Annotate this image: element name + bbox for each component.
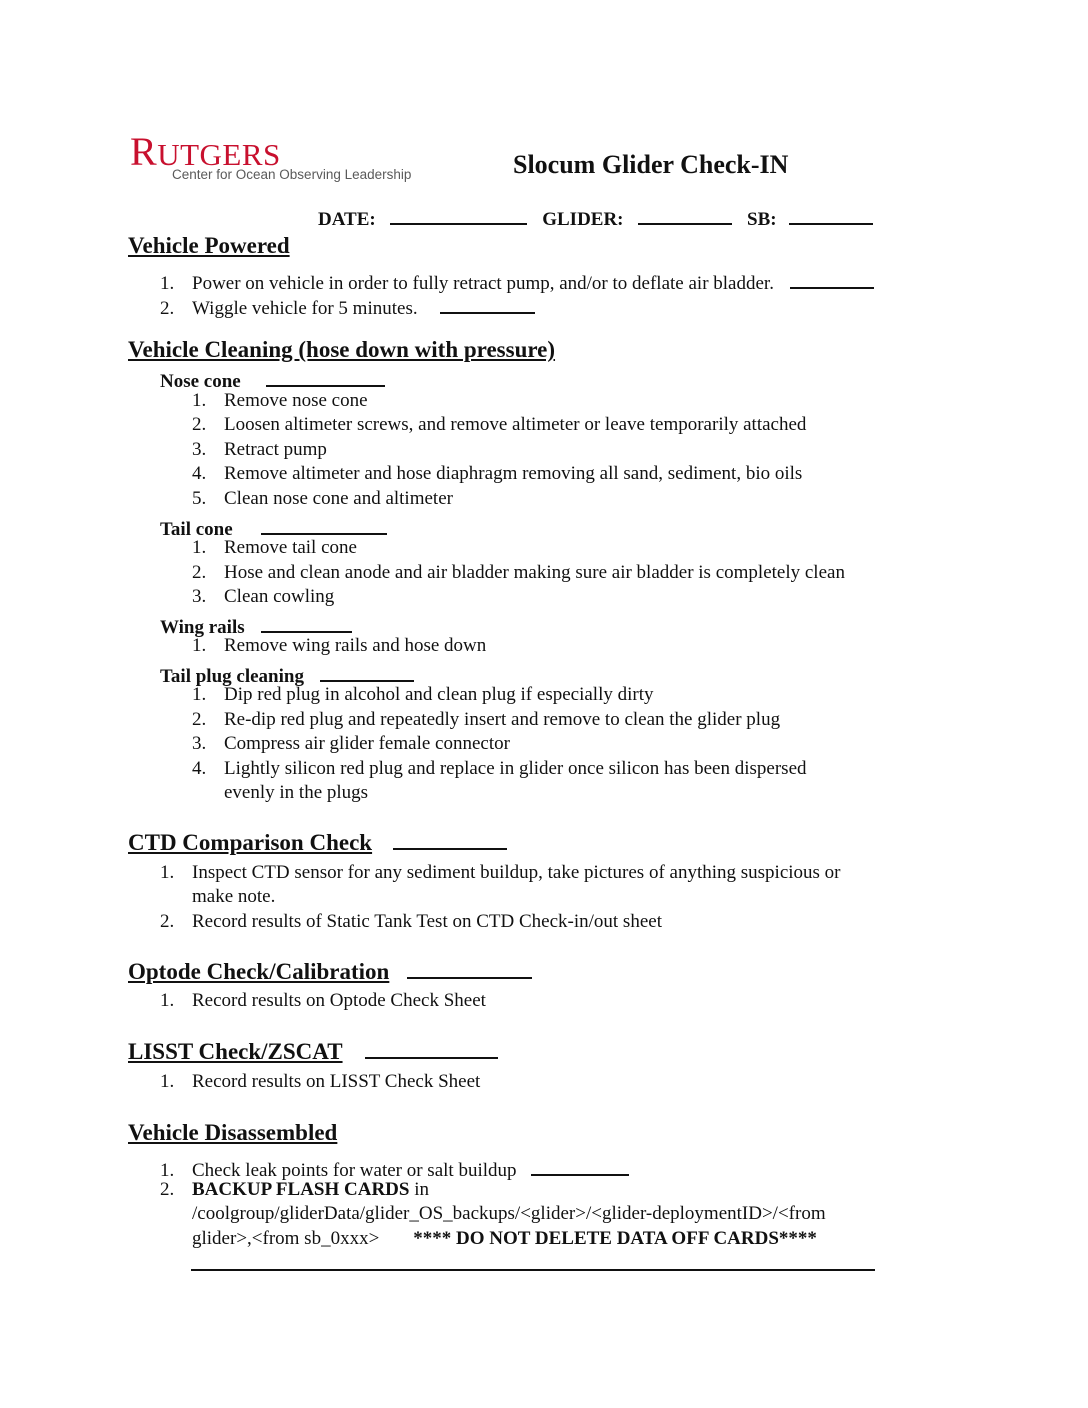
checkoff-blank[interactable] <box>266 365 385 387</box>
list-item: 1. Record results on Optode Check Sheet <box>160 990 486 1011</box>
list-item: 4. Remove altimeter and hose diaphragm removing all sand, sediment, bio oils <box>192 463 803 484</box>
list-item: 1. Remove tail cone <box>192 537 357 558</box>
sb-field[interactable] <box>789 203 873 225</box>
checkoff-blank[interactable] <box>320 660 414 682</box>
section-optode: Optode Check/Calibration <box>128 957 532 985</box>
list-item: 2. BACKUP FLASH CARDS in <box>160 1179 430 1200</box>
backup-path: /coolgroup/gliderData/glider_OS_backups/<glider>/<glider-deploymentID>/<from <box>192 1203 826 1224</box>
list-item: 5. Clean nose cone and altimeter <box>192 488 453 509</box>
list-item: 2. Wiggle vehicle for 5 minutes. <box>160 292 535 320</box>
checkoff-blank[interactable] <box>407 957 532 979</box>
list-item: 1. Dip red plug in alcohol and clean plug if especially dirty <box>192 684 654 705</box>
checkoff-blank[interactable] <box>531 1154 629 1176</box>
list-item: 1. Remove nose cone <box>192 390 368 411</box>
list-item: 3. Retract pump <box>192 439 327 460</box>
sb-label: SB: <box>747 209 777 230</box>
checkoff-blank[interactable] <box>365 1037 498 1059</box>
section-ctd: CTD Comparison Check <box>128 828 507 856</box>
list-item: 3. Clean cowling <box>192 586 335 607</box>
checkoff-blank[interactable] <box>440 292 535 314</box>
list-item: 1. Check leak points for water or salt buildup <box>160 1154 629 1182</box>
list-item-continuation: glider>,<from sb_0xxx> **** DO NOT DELETE DATA OFF CARDS**** <box>192 1228 817 1249</box>
logo-subtitle: Center for Ocean Observing Leadership <box>172 167 412 182</box>
delete-warning: **** DO NOT DELETE DATA OFF CARDS**** <box>413 1228 817 1249</box>
section-vehicle-cleaning: Vehicle Cleaning (hose down with pressure) <box>128 337 556 362</box>
list-item-continuation: evenly in the plugs <box>224 782 369 803</box>
glider-field[interactable] <box>638 203 732 225</box>
list-item: 2. Hose and clean anode and air bladder making sure air bladder is completely clean <box>192 562 845 583</box>
date-field[interactable] <box>390 203 527 225</box>
subsection-tail-plug: Tail plug cleaning <box>160 660 414 688</box>
subsection-wing-rails: Wing rails <box>160 611 352 639</box>
list-item: 1. Remove wing rails and hose down <box>192 635 487 656</box>
section-vehicle-powered: Vehicle Powered <box>128 233 290 258</box>
glider-label: GLIDER: <box>542 209 624 230</box>
list-item: 1. Inspect CTD sensor for any sediment buildup, take pictures of anything suspicious or <box>160 862 841 883</box>
list-item: 2. Re-dip red plug and repeatedly insert and remove to clean the glider plug <box>192 709 781 730</box>
list-item: 4. Lightly silicon red plug and replace in glider once silicon has been dispersed <box>192 758 807 779</box>
rutgers-logo: RUTGERS <box>130 129 281 174</box>
list-item: 1. Record results on LISST Check Sheet <box>160 1071 481 1092</box>
list-item: 3. Compress air glider female connector <box>192 733 510 754</box>
list-item: 2. Loosen altimeter screws, and remove altimeter or leave temporarily attached <box>192 414 807 435</box>
section-lisst: LISST Check/ZSCAT <box>128 1037 498 1065</box>
checkoff-blank[interactable] <box>261 611 352 633</box>
page-title: Slocum Glider Check-IN <box>513 150 789 179</box>
list-item: 1. Power on vehicle in order to fully retract pump, and/or to deflate air bladder. <box>160 267 874 295</box>
subsection-nose-cone: Nose cone <box>160 365 385 393</box>
signature-blank[interactable] <box>191 1269 875 1271</box>
checkoff-blank[interactable] <box>261 513 387 535</box>
list-item-continuation: make note. <box>192 886 276 907</box>
section-vehicle-disassembled: Vehicle Disassembled <box>128 1120 338 1145</box>
list-item: 2. Record results of Static Tank Test on CTD Check-in/out sheet <box>160 911 662 932</box>
date-label: DATE: <box>318 209 376 230</box>
checkoff-blank[interactable] <box>393 828 507 850</box>
checkoff-blank[interactable] <box>790 267 874 289</box>
subsection-tail-cone: Tail cone <box>160 513 387 541</box>
header-fields <box>318 203 873 231</box>
